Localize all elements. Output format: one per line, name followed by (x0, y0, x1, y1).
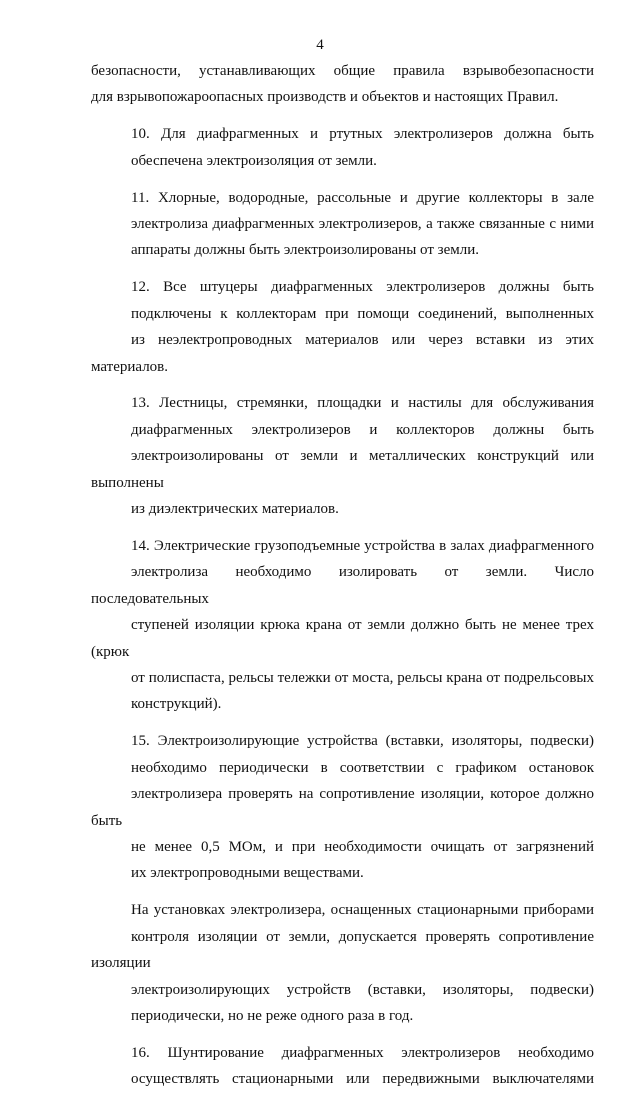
body-text (91, 58, 594, 1093)
text-line: осуществлять стационарными или передвижными выключателями (131, 1071, 594, 1088)
text-line: из неэлектропроводных материалов или через вставки из этих материалов. (91, 332, 594, 375)
text-line: электролизера проверять на сопротивление изоляции, которое должно быть (91, 786, 594, 829)
text-line: 14. Электрические грузоподъемные устройства в залах диафрагменного (131, 538, 594, 554)
text-line: электролиза необходимо изолировать от земли. Число последовательных (91, 564, 594, 607)
text-line: электролиза диафрагменных электролизеров, а также связанные с ними (131, 216, 594, 233)
text-line: 16. Шунтирование диафрагменных электролизеров необходимо (131, 1044, 594, 1061)
text-line: контроля изоляции от земли, допускается проверять сопротивление изоляции (91, 928, 594, 972)
paragraph-item-13 (91, 390, 594, 522)
text-line: от полиспаста, рельсы тележки от моста, рельсы крана от подрельсовых (131, 670, 594, 687)
text-line: электроизолирующих устройств (вставки, изоляторы, подвески) (131, 981, 594, 998)
text-line: 11. Хлорные, водородные, рассольные и другие коллекторы в зале (131, 189, 594, 206)
paragraph-item-15-note (91, 897, 594, 1029)
paragraph-item-14 (91, 533, 594, 718)
text-line: необходимо периодически в соответствии с графиком остановок (131, 759, 594, 776)
paragraph-continuation (91, 58, 594, 111)
text-line: аппараты должны быть электроизолированы от земли. (131, 242, 479, 259)
text-line: 15. Электроизолирующие устройства (вставки, изоляторы, подвески) (131, 733, 594, 750)
text-line: обеспечена электроизоляция от земли. (131, 152, 377, 169)
paragraph-item-11 (91, 185, 594, 264)
paragraph-item-12 (91, 274, 594, 380)
text-line: безопасности, устанавливающих общие правила взрывобезопасности (91, 63, 594, 79)
text-line: ступеней изоляции крюка крана от земли должно быть не менее трех (крюк (91, 617, 594, 660)
page-number: 4 (316, 37, 324, 53)
text-line: для взрывопожароопасных производств и объектов и настоящих Правил. (91, 89, 559, 106)
text-line: не менее 0,5 МОм, и при необходимости очищать от загрязнений (131, 838, 594, 855)
text-line: На установках электролизера, оснащенных стационарными приборами (131, 902, 594, 919)
text-line: 12. Все штуцеры диафрагменных электролизеров должны быть (131, 279, 594, 296)
text-line: их электропроводными веществами. (131, 865, 364, 882)
text-line: из диэлектрических материалов. (131, 501, 339, 518)
text-line: конструкций). (131, 696, 222, 713)
paragraph-item-10 (91, 121, 594, 174)
text-line: подключены к коллекторам при помощи соединений, выполненных (131, 305, 594, 322)
paragraph-item-16 (91, 1040, 594, 1093)
text-line: 10. Для диафрагменных и ртутных электролизеров должна быть (131, 126, 594, 143)
paragraph-item-15 (91, 728, 594, 886)
text-line: 13. Лестницы, стремянки, площадки и настилы для обслуживания (131, 395, 594, 412)
text-line: электроизолированы от земли и металлических конструкций или выполнены (91, 448, 594, 491)
text-line: диафрагменных электролизеров и коллекторов должны быть (131, 421, 594, 438)
text-line: периодически, но не реже одного раза в год. (131, 1007, 414, 1024)
